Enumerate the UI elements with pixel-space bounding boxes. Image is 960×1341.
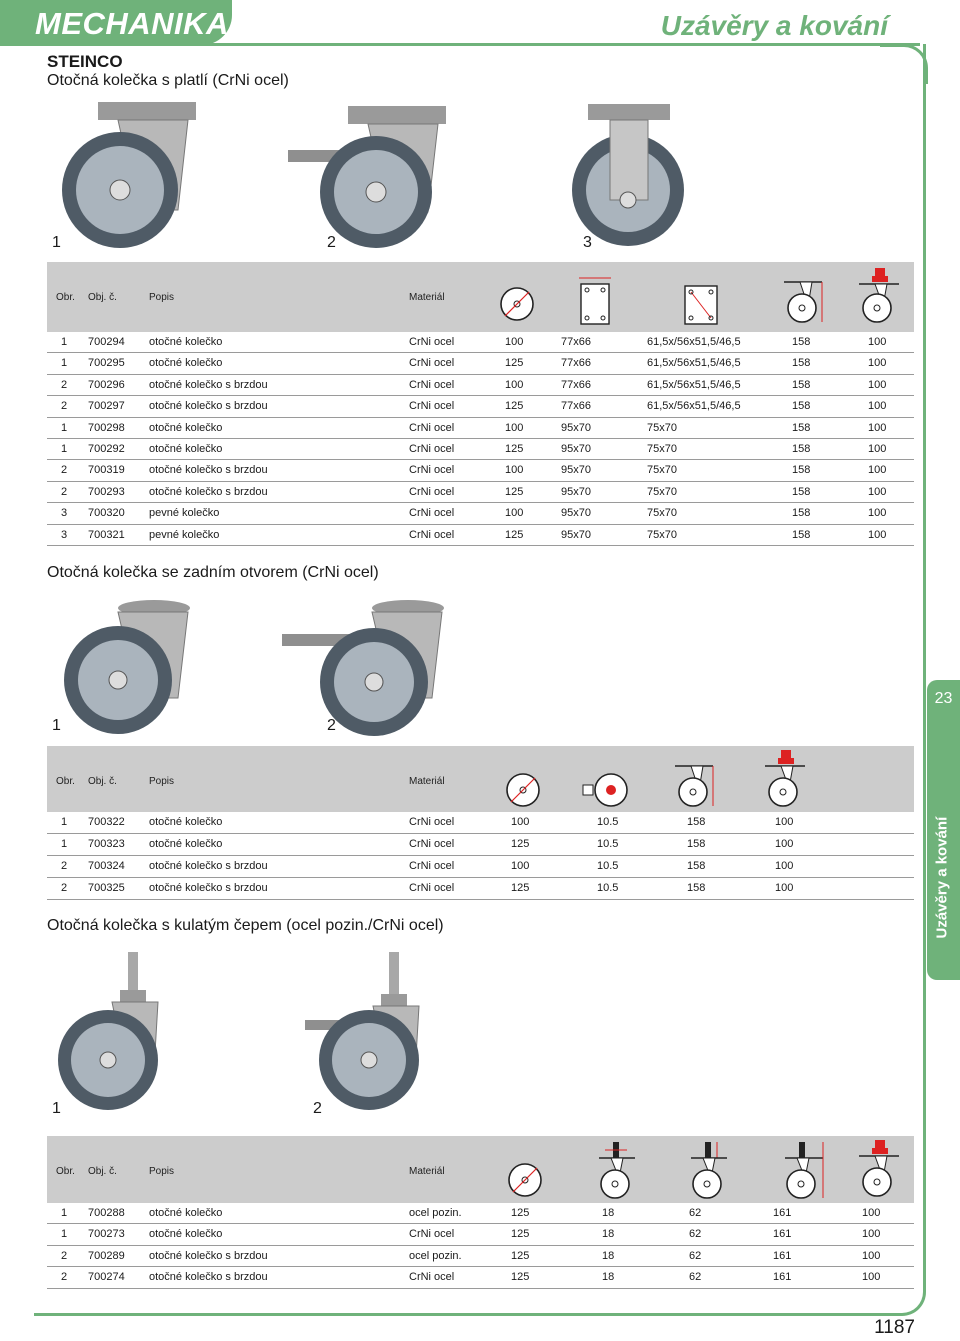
table-cell: 700319 <box>88 464 125 477</box>
table-row <box>47 332 914 353</box>
page-number: 1187 <box>874 1317 915 1338</box>
table-cell: 158 <box>687 860 706 872</box>
spec-table-1 <box>47 262 914 546</box>
spec-table-3 <box>47 1136 914 1289</box>
table-cell: 100 <box>505 421 524 434</box>
table-cell: 125 <box>511 1207 530 1219</box>
load-capacity-icon <box>855 266 903 326</box>
table-row <box>47 525 914 546</box>
table-cell: otočné kolečko s brzdou <box>149 485 268 498</box>
table-cell: 158 <box>792 485 811 498</box>
table-cell: 100 <box>505 507 524 520</box>
table-cell: 62 <box>689 1228 702 1241</box>
table-cell: 1 <box>61 838 68 850</box>
table-header <box>47 746 914 812</box>
table-cell: 100 <box>862 1271 881 1284</box>
table-cell: 100 <box>505 378 524 391</box>
col-header-material: Materiál <box>409 776 445 787</box>
pin-diameter-icon <box>595 1140 639 1200</box>
table-cell: CrNi ocel <box>409 442 455 455</box>
height-icon <box>782 276 828 326</box>
table-cell: 700288 <box>88 1207 125 1219</box>
table-cell: 10.5 <box>597 860 619 872</box>
wheel-photo-pin <box>58 950 178 1120</box>
table-cell: 100 <box>868 528 887 541</box>
table-cell: otočné kolečko s brzdou <box>149 882 268 894</box>
table-cell: 1 <box>61 421 68 434</box>
load-capacity-icon <box>761 748 809 810</box>
wheel-photo-pin-brake <box>305 950 435 1120</box>
table-row <box>47 856 914 878</box>
section-1-title: Otočná kolečka s platlí (CrNi ocel) <box>47 72 289 89</box>
table-cell: 161 <box>773 1207 792 1219</box>
table-cell: 125 <box>505 528 524 541</box>
col-header-description: Popis <box>149 292 175 303</box>
wheel-diameter-icon <box>497 284 537 324</box>
figure-number: 2 <box>327 717 336 734</box>
table-cell: 1 <box>61 442 68 455</box>
table-cell: 2 <box>61 400 68 413</box>
table-cell: 158 <box>792 507 811 520</box>
table-cell: 100 <box>862 1228 881 1241</box>
table-cell: otočné kolečko s brzdou <box>149 1271 268 1284</box>
height-icon <box>783 1140 829 1200</box>
table-cell: 158 <box>792 357 811 370</box>
table-cell: 700297 <box>88 400 125 413</box>
table-cell: 158 <box>792 336 811 348</box>
table-cell: otočné kolečko <box>149 357 223 370</box>
col-header-material: Materiál <box>409 1166 445 1177</box>
table-cell: CrNi ocel <box>409 464 455 477</box>
table-cell: 10.5 <box>597 816 619 828</box>
table-row <box>47 375 914 396</box>
table-cell: 1 <box>61 1228 68 1241</box>
table-cell: otočné kolečko <box>149 1207 223 1219</box>
table-row <box>47 1203 914 1224</box>
table-cell: 161 <box>773 1271 792 1284</box>
table-cell: otočné kolečko s brzdou <box>149 1249 268 1262</box>
load-capacity-icon <box>855 1138 903 1200</box>
table-cell: 100 <box>511 860 530 872</box>
table-cell: ocel pozin. <box>409 1249 462 1262</box>
table-cell: otočné kolečko <box>149 421 223 434</box>
table-row <box>47 460 914 481</box>
table-cell: 95x70 <box>561 528 591 541</box>
table-cell: 125 <box>511 882 530 894</box>
table-cell: 18 <box>602 1228 615 1241</box>
table-header <box>47 1136 914 1203</box>
header-tab <box>0 0 232 45</box>
table-cell: 100 <box>511 816 530 828</box>
figure-number: 1 <box>52 234 61 251</box>
table-cell: 125 <box>505 400 524 413</box>
table-cell: 18 <box>602 1207 615 1219</box>
col-header-figure: Obr. <box>56 776 75 787</box>
page-frame-corner <box>880 44 928 84</box>
table-cell: 100 <box>868 421 887 434</box>
table-row <box>47 1224 914 1245</box>
table-cell: 100 <box>775 860 794 872</box>
table-cell: 100 <box>862 1207 881 1219</box>
table-header <box>47 262 914 332</box>
bolt-spacing-icon <box>681 282 721 328</box>
table-row <box>47 878 914 900</box>
table-cell: 700293 <box>88 485 125 498</box>
table-row <box>47 353 914 374</box>
table-cell: 95x70 <box>561 485 591 498</box>
table-cell: CrNi ocel <box>409 816 455 828</box>
col-header-description: Popis <box>149 776 175 787</box>
table-body <box>47 332 914 546</box>
table-cell: 700295 <box>88 357 125 370</box>
table-cell: 700323 <box>88 838 125 850</box>
table-cell: 2 <box>61 464 68 477</box>
plate-dimensions-icon <box>575 274 615 330</box>
table-cell: 75x70 <box>647 442 677 455</box>
table-cell: 3 <box>61 528 68 541</box>
col-header-order-no: Obj. č. <box>88 292 117 303</box>
table-cell: CrNi ocel <box>409 421 455 434</box>
table-row <box>47 812 914 834</box>
table-body <box>47 812 914 900</box>
table-cell: 62 <box>689 1271 702 1284</box>
table-cell: CrNi ocel <box>409 507 455 520</box>
wheel-photo-swivel <box>58 598 208 738</box>
table-cell: 100 <box>868 507 887 520</box>
table-cell: 100 <box>775 882 794 894</box>
table-cell: 75x70 <box>647 485 677 498</box>
table-cell: 158 <box>687 816 706 828</box>
table-cell: CrNi ocel <box>409 1228 455 1241</box>
table-cell: 75x70 <box>647 507 677 520</box>
table-cell: 1 <box>61 357 68 370</box>
table-cell: CrNi ocel <box>409 838 455 850</box>
table-cell: otočné kolečko <box>149 336 223 348</box>
table-cell: 18 <box>602 1249 615 1262</box>
table-cell: 700273 <box>88 1228 125 1241</box>
table-cell: 77x66 <box>561 336 591 348</box>
wheel-diameter-icon <box>503 770 543 810</box>
table-cell: 61,5x/56x51,5/46,5 <box>647 400 741 413</box>
header-left-title: MECHANIKA <box>35 6 229 41</box>
section-3-title: Otočná kolečka s kulatým čepem (ocel pozin./CrNi ocel) <box>47 917 444 934</box>
table-cell: otočné kolečko <box>149 1228 223 1241</box>
table-cell: 2 <box>61 882 68 894</box>
table-cell: pevné kolečko <box>149 507 220 520</box>
table-cell: 100 <box>868 336 887 348</box>
table-cell: CrNi ocel <box>409 357 455 370</box>
table-cell: 10.5 <box>597 838 619 850</box>
table-cell: 158 <box>792 442 811 455</box>
table-cell: 700324 <box>88 860 125 872</box>
table-cell: 700294 <box>88 336 125 348</box>
table-cell: 62 <box>689 1249 702 1262</box>
col-header-order-no: Obj. č. <box>88 776 117 787</box>
table-row <box>47 396 914 417</box>
table-row <box>47 439 914 460</box>
figure-number: 1 <box>52 717 61 734</box>
side-tab-number: 23 <box>934 690 953 707</box>
table-cell: 700321 <box>88 528 125 541</box>
table-cell: CrNi ocel <box>409 528 455 541</box>
table-body <box>47 1203 914 1289</box>
figure-number: 2 <box>313 1100 322 1117</box>
table-cell: otočné kolečko s brzdou <box>149 378 268 391</box>
table-cell: 158 <box>792 528 811 541</box>
table-cell: 125 <box>511 1271 530 1284</box>
col-header-order-no: Obj. č. <box>88 1166 117 1177</box>
col-header-figure: Obr. <box>56 292 75 303</box>
wheel-photo-fixed <box>568 100 688 250</box>
brand-name: STEINCO <box>47 52 123 71</box>
table-cell: 100 <box>868 464 887 477</box>
table-cell: otočné kolečko s brzdou <box>149 464 268 477</box>
table-cell: 700322 <box>88 816 125 828</box>
table-cell: 75x70 <box>647 464 677 477</box>
table-cell: otočné kolečko <box>149 838 223 850</box>
table-cell: 2 <box>61 378 68 391</box>
table-cell: 95x70 <box>561 464 591 477</box>
table-row <box>47 482 914 503</box>
table-cell: 161 <box>773 1228 792 1241</box>
table-cell: 100 <box>775 838 794 850</box>
table-cell: 100 <box>868 442 887 455</box>
table-cell: 700296 <box>88 378 125 391</box>
wheel-photo-swivel <box>58 100 208 250</box>
col-header-figure: Obr. <box>56 1166 75 1177</box>
table-cell: 2 <box>61 1271 68 1284</box>
table-cell: 61,5x/56x51,5/46,5 <box>647 378 741 391</box>
table-cell: 125 <box>505 442 524 455</box>
col-header-description: Popis <box>149 1166 175 1177</box>
table-cell: 158 <box>792 400 811 413</box>
table-cell: 700320 <box>88 507 125 520</box>
table-cell: 77x66 <box>561 400 591 413</box>
table-cell: 158 <box>792 378 811 391</box>
table-cell: CrNi ocel <box>409 1271 455 1284</box>
table-cell: 100 <box>775 816 794 828</box>
table-cell: CrNi ocel <box>409 485 455 498</box>
figure-number: 1 <box>52 1100 61 1117</box>
table-cell: 2 <box>61 860 68 872</box>
table-cell: otočné kolečko s brzdou <box>149 400 268 413</box>
table-cell: 100 <box>505 464 524 477</box>
table-cell: 2 <box>61 1249 68 1262</box>
table-cell: 125 <box>511 1228 530 1241</box>
table-cell: 100 <box>868 378 887 391</box>
table-cell: 100 <box>868 400 887 413</box>
table-cell: 95x70 <box>561 442 591 455</box>
spec-table-2 <box>47 746 914 900</box>
table-cell: 100 <box>505 336 524 348</box>
table-cell: pevné kolečko <box>149 528 220 541</box>
table-cell: 700289 <box>88 1249 125 1262</box>
wheel-photo-swivel-brake <box>288 100 448 250</box>
table-cell: 700274 <box>88 1271 125 1284</box>
table-cell: CrNi ocel <box>409 400 455 413</box>
table-cell: 100 <box>868 357 887 370</box>
table-cell: 158 <box>792 464 811 477</box>
table-cell: CrNi ocel <box>409 860 455 872</box>
table-cell: 125 <box>505 357 524 370</box>
table-cell: 2 <box>61 485 68 498</box>
table-cell: ocel pozin. <box>409 1207 462 1219</box>
table-cell: otočné kolečko s brzdou <box>149 860 268 872</box>
table-cell: 95x70 <box>561 421 591 434</box>
table-cell: CrNi ocel <box>409 882 455 894</box>
table-cell: 158 <box>687 882 706 894</box>
table-row <box>47 503 914 524</box>
table-cell: 3 <box>61 507 68 520</box>
table-cell: 100 <box>868 485 887 498</box>
table-row <box>47 418 914 439</box>
height-icon <box>673 760 719 810</box>
table-cell: 61,5x/56x51,5/46,5 <box>647 357 741 370</box>
table-cell: 125 <box>505 485 524 498</box>
table-cell: 77x66 <box>561 378 591 391</box>
table-cell: CrNi ocel <box>409 378 455 391</box>
table-cell: 1 <box>61 1207 68 1219</box>
table-cell: 1 <box>61 336 68 348</box>
table-cell: otočné kolečko <box>149 442 223 455</box>
figure-number: 2 <box>327 234 336 251</box>
table-cell: 158 <box>792 421 811 434</box>
table-cell: 100 <box>862 1249 881 1262</box>
side-tab-label: Uzávěry a kování <box>933 816 951 939</box>
bolt-hole-icon <box>581 770 629 810</box>
table-row <box>47 834 914 856</box>
pin-length-icon <box>687 1140 731 1200</box>
table-row <box>47 1246 914 1267</box>
table-cell: 10.5 <box>597 882 619 894</box>
figure-number: 3 <box>583 234 592 251</box>
table-cell: 700292 <box>88 442 125 455</box>
wheel-diameter-icon <box>505 1160 545 1200</box>
table-cell: 158 <box>687 838 706 850</box>
table-cell: 62 <box>689 1207 702 1219</box>
table-cell: 1 <box>61 816 68 828</box>
section-2-title: Otočná kolečka se zadním otvorem (CrNi ocel) <box>47 564 379 581</box>
table-cell: 95x70 <box>561 507 591 520</box>
table-cell: 75x70 <box>647 421 677 434</box>
header-right-title: Uzávěry a kování <box>660 10 888 41</box>
table-row <box>47 1267 914 1288</box>
table-cell: CrNi ocel <box>409 336 455 348</box>
table-cell: 77x66 <box>561 357 591 370</box>
col-header-material: Materiál <box>409 292 445 303</box>
table-cell: 61,5x/56x51,5/46,5 <box>647 336 741 348</box>
table-cell: 125 <box>511 838 530 850</box>
table-cell: 75x70 <box>647 528 677 541</box>
wheel-photo-swivel-brake <box>282 598 452 738</box>
table-cell: 700298 <box>88 421 125 434</box>
table-cell: 161 <box>773 1249 792 1262</box>
table-cell: 125 <box>511 1249 530 1262</box>
table-cell: otočné kolečko <box>149 816 223 828</box>
table-cell: 18 <box>602 1271 615 1284</box>
table-cell: 700325 <box>88 882 125 894</box>
